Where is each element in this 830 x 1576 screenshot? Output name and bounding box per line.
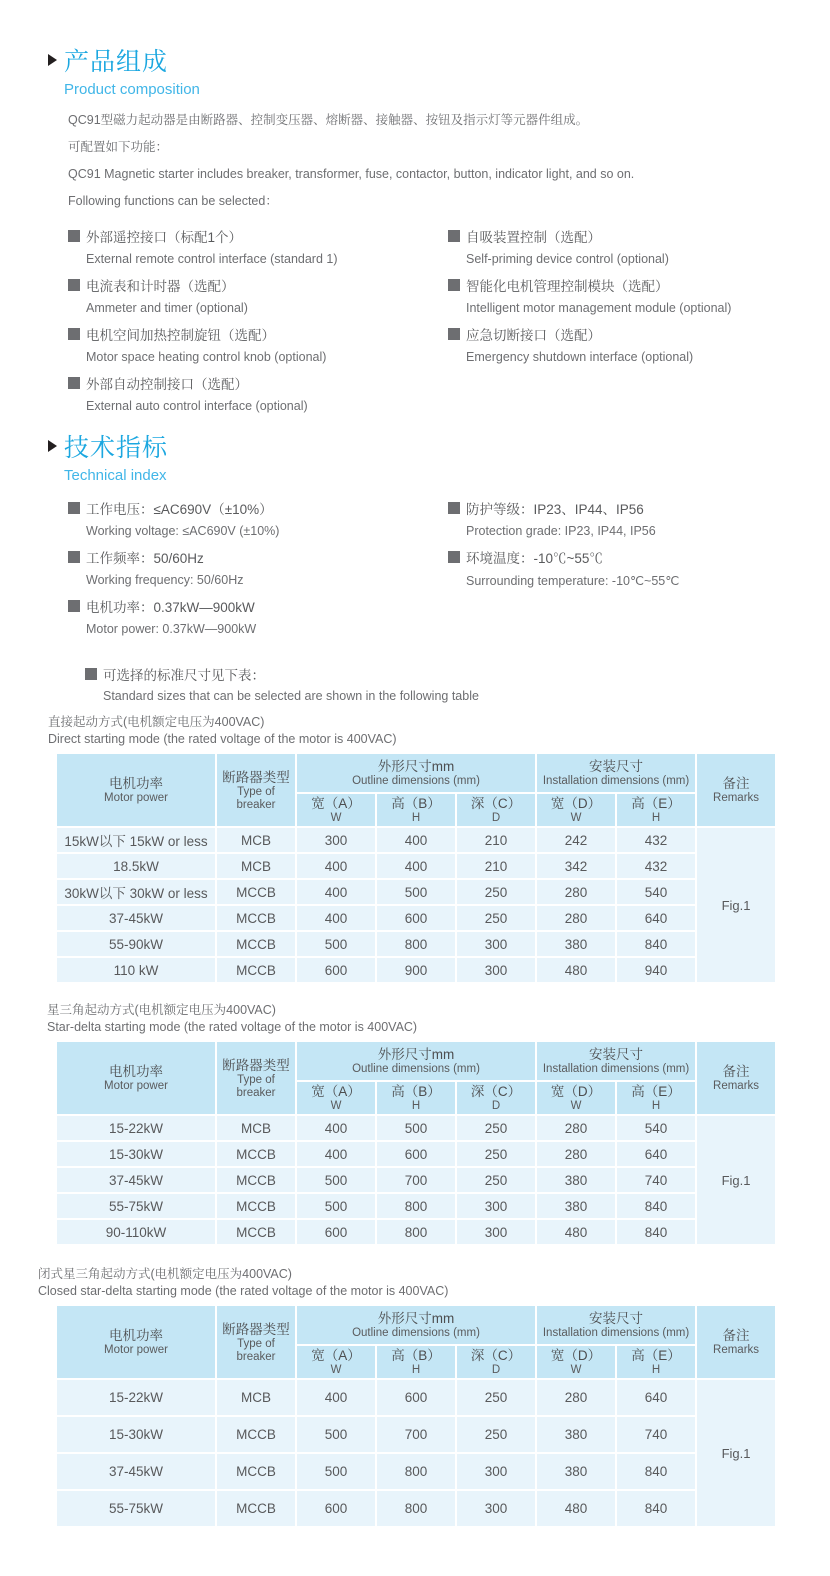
feature-label-cn: 电机空间加热控制旋钮（选配） bbox=[86, 328, 275, 343]
table-cell: 840 bbox=[616, 1193, 696, 1219]
table-cell: 380 bbox=[536, 1193, 616, 1219]
table-cell: MCCB bbox=[216, 1453, 296, 1490]
spec-label-en: Working frequency: 50/60Hz bbox=[86, 573, 244, 587]
table-cell: 300 bbox=[296, 827, 376, 853]
feature-cn-line bbox=[448, 324, 808, 344]
spec-cn-line bbox=[68, 547, 448, 567]
table-cell: 300 bbox=[456, 1453, 536, 1490]
spec-cn-line bbox=[448, 547, 808, 567]
table-cell: 500 bbox=[296, 1167, 376, 1193]
table-cell: 800 bbox=[376, 1219, 456, 1245]
table-cell: 940 bbox=[616, 957, 696, 983]
table-cell: 640 bbox=[616, 1141, 696, 1167]
table-cell: 480 bbox=[536, 1490, 616, 1527]
table-row bbox=[56, 1219, 776, 1245]
table-cell: 540 bbox=[616, 879, 696, 905]
feature-item bbox=[448, 275, 808, 315]
table-cell: 700 bbox=[376, 1167, 456, 1193]
table-cell: 37-45kW bbox=[56, 905, 216, 931]
table-caption-cn: 星三角起动方式(电机额定电压为400VAC) bbox=[47, 1003, 276, 1017]
table-cell: 500 bbox=[296, 1193, 376, 1219]
table-cell: MCCB bbox=[216, 879, 296, 905]
spec-item bbox=[448, 498, 808, 538]
spec-cn-line bbox=[68, 596, 448, 616]
square-bullet-icon bbox=[68, 551, 80, 563]
table-body bbox=[56, 1379, 776, 1527]
table-cell: 900 bbox=[376, 957, 456, 983]
table-cell: 15-30kW bbox=[56, 1416, 216, 1453]
section-title-en: Technical index bbox=[64, 467, 167, 484]
table-cell: 300 bbox=[456, 957, 536, 983]
spec-item bbox=[68, 498, 448, 538]
table-row bbox=[56, 1193, 776, 1219]
col-header-depth-c: 深（C） D bbox=[456, 1345, 536, 1379]
square-bullet-icon bbox=[68, 230, 80, 242]
col-header-breaker-type: 断路器类型 Type of breaker bbox=[216, 1041, 296, 1115]
standard-sizes-note bbox=[0, 664, 830, 703]
table-cell: MCB bbox=[216, 1115, 296, 1141]
table-cell: 400 bbox=[296, 879, 376, 905]
table-cell: 300 bbox=[456, 1193, 536, 1219]
table-caption-en: Closed star-delta starting mode (the rated voltage of the motor is 400VAC) bbox=[38, 1284, 449, 1298]
product-desc-en: QC91 Magnetic starter includes breaker, transformer, fuse, contactor, button, indicator light, and so on. bbox=[68, 167, 635, 181]
remark-cell: Fig.1 bbox=[696, 1115, 776, 1245]
spec-label-cn: 防护等级：IP23、IP44、IP56 bbox=[466, 502, 644, 517]
table-cell: 840 bbox=[616, 1453, 696, 1490]
feature-item bbox=[68, 226, 448, 266]
table-cell: 37-45kW bbox=[56, 1453, 216, 1490]
col-header-breaker-type: 断路器类型 Type of breaker bbox=[216, 1305, 296, 1379]
table-cell: 840 bbox=[616, 1219, 696, 1245]
table-cell: 210 bbox=[456, 827, 536, 853]
table-cell: 280 bbox=[536, 1115, 616, 1141]
feature-item bbox=[68, 275, 448, 315]
feature-label-en: Motor space heating control knob (optional) bbox=[86, 350, 327, 364]
table-caption-cn: 直接起动方式(电机额定电压为400VAC) bbox=[48, 715, 265, 729]
table-cell: 90-110kW bbox=[56, 1219, 216, 1245]
spec-columns bbox=[68, 498, 830, 645]
table-cell: MCCB bbox=[216, 1167, 296, 1193]
square-bullet-icon bbox=[85, 668, 97, 680]
table-cell: 400 bbox=[296, 1141, 376, 1167]
col-header-depth-c: 深（C） D bbox=[456, 1081, 536, 1115]
table-row bbox=[56, 1490, 776, 1527]
table-cell: 500 bbox=[376, 879, 456, 905]
feature-cn-line bbox=[68, 226, 448, 246]
remark-cell: Fig.1 bbox=[696, 827, 776, 983]
feature-label-en: External remote control interface (standard 1) bbox=[86, 252, 338, 266]
spec-item bbox=[68, 596, 448, 636]
table-cell: 700 bbox=[376, 1416, 456, 1453]
spec-item bbox=[448, 547, 808, 588]
feature-label-cn: 外部遥控接口（标配1个） bbox=[86, 230, 243, 245]
table-cell: 640 bbox=[616, 1379, 696, 1416]
dimensions-table-closed-star-delta bbox=[55, 1304, 777, 1528]
table-cell: 500 bbox=[376, 1115, 456, 1141]
table-cell: 55-75kW bbox=[56, 1193, 216, 1219]
table-cell: 800 bbox=[376, 1453, 456, 1490]
table-cell: 380 bbox=[536, 1416, 616, 1453]
table-cell: 500 bbox=[296, 931, 376, 957]
table-cell: MCCB bbox=[216, 1416, 296, 1453]
col-group-outline-dimensions: 外形尺寸mm Outline dimensions (mm) bbox=[296, 1305, 536, 1345]
col-header-width-d: 宽（D） W bbox=[536, 1081, 616, 1115]
table-cell: MCCB bbox=[216, 1141, 296, 1167]
table-cell: 280 bbox=[536, 1141, 616, 1167]
col-header-motor-power: 电机功率 Motor power bbox=[56, 1041, 216, 1115]
feature-label-en: Self-priming device control (optional) bbox=[466, 252, 669, 266]
table-cell: 15-30kW bbox=[56, 1141, 216, 1167]
table-cell: 250 bbox=[456, 1141, 536, 1167]
square-bullet-icon bbox=[448, 551, 460, 563]
table-cell: MCCB bbox=[216, 1219, 296, 1245]
table-cell: 300 bbox=[456, 1490, 536, 1527]
feature-cn-line bbox=[448, 226, 808, 246]
square-bullet-icon bbox=[68, 328, 80, 340]
table-cell: 740 bbox=[616, 1167, 696, 1193]
table-cell: 30kW以下 30kW or less bbox=[56, 879, 216, 905]
col-header-height-b: 高（B） H bbox=[376, 1081, 456, 1115]
col-header-depth-c: 深（C） D bbox=[456, 793, 536, 827]
table-cell: 480 bbox=[536, 957, 616, 983]
table-body bbox=[56, 827, 776, 983]
table-cell: 280 bbox=[536, 879, 616, 905]
table-cell: 600 bbox=[376, 1141, 456, 1167]
table-cell: 250 bbox=[456, 1167, 536, 1193]
table-cell: 800 bbox=[376, 1490, 456, 1527]
square-bullet-icon bbox=[448, 502, 460, 514]
table-cell: 432 bbox=[616, 853, 696, 879]
col-header-motor-power: 电机功率 Motor power bbox=[56, 753, 216, 827]
table-cell: 740 bbox=[616, 1416, 696, 1453]
feature-item bbox=[68, 324, 448, 364]
table-caption-en: Star-delta starting mode (the rated voltage of the motor is 400VAC) bbox=[47, 1020, 418, 1034]
table-cell: 640 bbox=[616, 905, 696, 931]
feature-cn-line bbox=[448, 275, 808, 295]
table-cell: 400 bbox=[296, 1115, 376, 1141]
table-cell: MCCB bbox=[216, 931, 296, 957]
note-cn-line bbox=[85, 664, 830, 684]
table-row bbox=[56, 879, 776, 905]
table-cell: 800 bbox=[376, 931, 456, 957]
square-bullet-icon bbox=[448, 328, 460, 340]
table-cell: MCCB bbox=[216, 957, 296, 983]
triangle-bullet-icon bbox=[48, 54, 57, 66]
feature-label-cn: 智能化电机管理控制模块（选配） bbox=[466, 279, 669, 294]
table-cell: 400 bbox=[376, 853, 456, 879]
spec-item bbox=[68, 547, 448, 587]
feature-label-cn: 外部自动控制接口（选配） bbox=[86, 377, 248, 392]
feature-label-en: External auto control interface (optional) bbox=[86, 399, 308, 413]
table-cell: 400 bbox=[296, 853, 376, 879]
dimensions-table-direct bbox=[55, 752, 777, 984]
spec-label-en: Working voltage: ≤AC690V (±10%) bbox=[86, 524, 280, 538]
feature-label-en: Emergency shutdown interface (optional) bbox=[466, 350, 694, 364]
table-cell: 242 bbox=[536, 827, 616, 853]
section-title-cn: 产品组成 bbox=[64, 48, 169, 76]
table-cell: 342 bbox=[536, 853, 616, 879]
spec-cn-line bbox=[448, 498, 808, 518]
square-bullet-icon bbox=[68, 279, 80, 291]
table-cell: MCB bbox=[216, 1379, 296, 1416]
feature-label-cn: 自吸装置控制（选配） bbox=[466, 230, 601, 245]
table-cell: 280 bbox=[536, 1379, 616, 1416]
col-header-width-a: 宽（A） W bbox=[296, 793, 376, 827]
spec-cn-line bbox=[68, 498, 448, 518]
col-header-breaker-type: 断路器类型 Type of breaker bbox=[216, 753, 296, 827]
table-cell: 110 kW bbox=[56, 957, 216, 983]
table-cell: 250 bbox=[456, 1115, 536, 1141]
spec-label-en: Protection grade: IP23, IP44, IP56 bbox=[466, 524, 656, 538]
table-section-star-delta bbox=[0, 1002, 830, 1246]
col-header-remarks: 备注 Remarks bbox=[696, 1305, 776, 1379]
table-cell: 800 bbox=[376, 1193, 456, 1219]
table-cell: 600 bbox=[296, 1219, 376, 1245]
col-header-width-d: 宽（D） W bbox=[536, 793, 616, 827]
table-cell: 15kW以下 15kW or less bbox=[56, 827, 216, 853]
feature-label-cn: 电流表和计时器（选配） bbox=[86, 279, 235, 294]
square-bullet-icon bbox=[68, 502, 80, 514]
col-header-width-a: 宽（A） W bbox=[296, 1081, 376, 1115]
table-cell: 37-45kW bbox=[56, 1167, 216, 1193]
table-row bbox=[56, 1115, 776, 1141]
col-header-motor-power: 电机功率 Motor power bbox=[56, 1305, 216, 1379]
note-label-en: Standard sizes that can be selected are shown in the following table bbox=[103, 689, 479, 703]
table-cell: 15-22kW bbox=[56, 1115, 216, 1141]
table-cell: 250 bbox=[456, 879, 536, 905]
section-title-en: Product composition bbox=[64, 81, 200, 98]
triangle-bullet-icon bbox=[48, 440, 57, 452]
col-header-remarks: 备注 Remarks bbox=[696, 1041, 776, 1115]
table-cell: 380 bbox=[536, 1167, 616, 1193]
col-header-height-b: 高（B） H bbox=[376, 1345, 456, 1379]
col-group-installation-dimensions: 安装尺寸 Installation dimensions (mm) bbox=[536, 1041, 696, 1081]
table-row bbox=[56, 1453, 776, 1490]
spec-label-cn: 工作电压：≤AC690V（±10%） bbox=[86, 502, 273, 517]
table-cell: MCCB bbox=[216, 1193, 296, 1219]
table-cell: 300 bbox=[456, 1219, 536, 1245]
col-group-outline-dimensions: 外形尺寸mm Outline dimensions (mm) bbox=[296, 753, 536, 793]
feature-column-right bbox=[448, 226, 808, 422]
section-technical-index bbox=[0, 428, 830, 645]
col-header-width-a: 宽（A） W bbox=[296, 1345, 376, 1379]
table-cell: 500 bbox=[296, 1416, 376, 1453]
feature-columns bbox=[68, 226, 830, 422]
table-caption-en: Direct starting mode (the rated voltage of the motor is 400VAC) bbox=[48, 732, 397, 746]
square-bullet-icon bbox=[448, 230, 460, 242]
table-cell: 400 bbox=[296, 905, 376, 931]
table-cell: 18.5kW bbox=[56, 853, 216, 879]
table-cell: 380 bbox=[536, 1453, 616, 1490]
spec-label-cn: 电机功率：0.37kW—900kW bbox=[86, 600, 255, 615]
table-cell: 250 bbox=[456, 1379, 536, 1416]
section-header bbox=[48, 42, 830, 78]
feature-item bbox=[68, 373, 448, 413]
col-header-height-e: 高（E） H bbox=[616, 1345, 696, 1379]
col-group-outline-dimensions: 外形尺寸mm Outline dimensions (mm) bbox=[296, 1041, 536, 1081]
product-desc-cn2: 可配置如下功能： bbox=[68, 140, 169, 154]
square-bullet-icon bbox=[68, 600, 80, 612]
table-cell: 600 bbox=[376, 1379, 456, 1416]
table-head bbox=[56, 1305, 776, 1379]
table-body bbox=[56, 1115, 776, 1245]
table-caption-cn: 闭式星三角起动方式(电机额定电压为400VAC) bbox=[38, 1267, 292, 1281]
feature-column-left bbox=[68, 226, 448, 422]
table-row bbox=[56, 905, 776, 931]
square-bullet-icon bbox=[68, 377, 80, 389]
feature-item bbox=[448, 324, 808, 364]
table-cell: 540 bbox=[616, 1115, 696, 1141]
product-desc-cn: QC91型磁力起动器是由断路器、控制变压器、熔断器、接触器、按钮及指示灯等元器件组成。 bbox=[68, 113, 589, 127]
feature-cn-line bbox=[68, 373, 448, 393]
section-product-composition bbox=[0, 42, 830, 422]
table-cell: 280 bbox=[536, 905, 616, 931]
product-desc-en2: Following functions can be selected： bbox=[68, 194, 278, 208]
table-cell: 15-22kW bbox=[56, 1379, 216, 1416]
feature-label-en: Intelligent motor management module (optional) bbox=[466, 301, 732, 315]
table-row bbox=[56, 827, 776, 853]
spec-label-cn: 环境温度：-10℃~55℃ bbox=[466, 551, 603, 566]
table-cell: 500 bbox=[296, 1453, 376, 1490]
remark-cell: Fig.1 bbox=[696, 1379, 776, 1527]
table-cell: MCCB bbox=[216, 905, 296, 931]
table-cell: 55-75kW bbox=[56, 1490, 216, 1527]
table-row bbox=[56, 1141, 776, 1167]
table-cell: 840 bbox=[616, 1490, 696, 1527]
dimensions-table-star-delta bbox=[55, 1040, 777, 1246]
spec-label-en: Surrounding temperature: -10℃~55℃ bbox=[466, 574, 680, 588]
spec-label-cn: 工作频率：50/60Hz bbox=[86, 551, 204, 566]
table-cell: 600 bbox=[296, 957, 376, 983]
table-cell: 210 bbox=[456, 853, 536, 879]
table-row bbox=[56, 853, 776, 879]
feature-item bbox=[448, 226, 808, 266]
note-label-cn: 可选择的标准尺寸见下表： bbox=[103, 668, 265, 683]
table-cell: MCB bbox=[216, 853, 296, 879]
table-section-direct-starting bbox=[0, 714, 830, 984]
table-head bbox=[56, 1041, 776, 1115]
table-cell: 250 bbox=[456, 1416, 536, 1453]
col-header-height-e: 高（E） H bbox=[616, 1081, 696, 1115]
table-cell: 55-90kW bbox=[56, 931, 216, 957]
table-cell: MCB bbox=[216, 827, 296, 853]
spec-column-right bbox=[448, 498, 808, 645]
table-cell: 380 bbox=[536, 931, 616, 957]
table-cell: 400 bbox=[296, 1379, 376, 1416]
table-cell: 600 bbox=[376, 905, 456, 931]
feature-cn-line bbox=[68, 275, 448, 295]
table-cell: 480 bbox=[536, 1219, 616, 1245]
col-header-width-d: 宽（D） W bbox=[536, 1345, 616, 1379]
section-header bbox=[48, 428, 830, 464]
spec-label-en: Motor power: 0.37kW—900kW bbox=[86, 622, 257, 636]
spec-column-left bbox=[68, 498, 448, 645]
table-section-closed-star-delta bbox=[0, 1266, 830, 1528]
table-row bbox=[56, 1379, 776, 1416]
col-group-installation-dimensions: 安装尺寸 Installation dimensions (mm) bbox=[536, 1305, 696, 1345]
table-row bbox=[56, 1167, 776, 1193]
table-cell: MCCB bbox=[216, 1490, 296, 1527]
table-cell: 432 bbox=[616, 827, 696, 853]
table-row bbox=[56, 957, 776, 983]
table-cell: 600 bbox=[296, 1490, 376, 1527]
table-row bbox=[56, 931, 776, 957]
col-header-height-b: 高（B） H bbox=[376, 793, 456, 827]
table-cell: 840 bbox=[616, 931, 696, 957]
feature-label-cn: 应急切断接口（选配） bbox=[466, 328, 601, 343]
section-title-cn: 技术指标 bbox=[64, 434, 169, 462]
table-row bbox=[56, 1416, 776, 1453]
table-cell: 250 bbox=[456, 905, 536, 931]
col-header-remarks: 备注 Remarks bbox=[696, 753, 776, 827]
feature-cn-line bbox=[68, 324, 448, 344]
table-cell: 400 bbox=[376, 827, 456, 853]
square-bullet-icon bbox=[448, 279, 460, 291]
feature-label-en: Ammeter and timer (optional) bbox=[86, 301, 248, 315]
col-group-installation-dimensions: 安装尺寸 Installation dimensions (mm) bbox=[536, 753, 696, 793]
table-head bbox=[56, 753, 776, 827]
table-cell: 300 bbox=[456, 931, 536, 957]
col-header-height-e: 高（E） H bbox=[616, 793, 696, 827]
